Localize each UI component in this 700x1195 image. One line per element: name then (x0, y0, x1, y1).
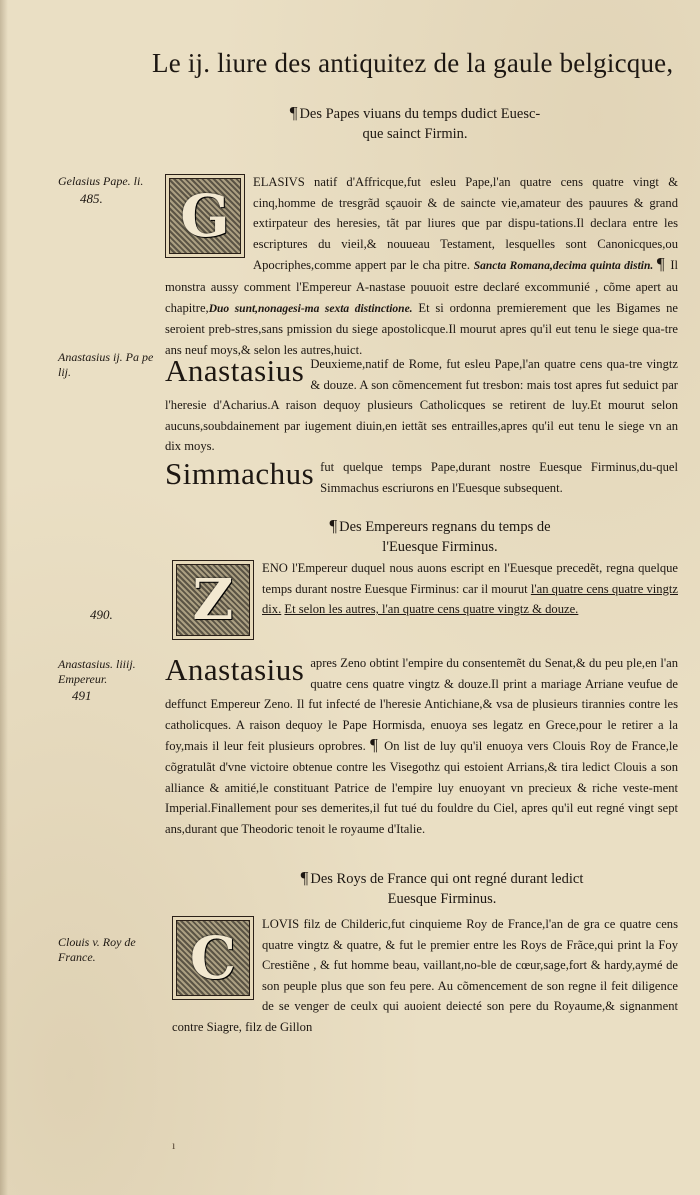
paragraph-text: Il monstra aussy comment l'Empereur A-nastase pouuoit estre declaré excommunié , cõme apert au chapitre, (165, 258, 679, 315)
ink-speck: ı (172, 1138, 176, 1152)
paragraph-text: Et si ordonna premierement que les Bigames ne seroient preb-stres,sans pmission du siege apostolicque.Il mourut apres qu'il eut tenu le siege qua-tre ans neuf moys,& selon les autres,huict. (165, 300, 679, 357)
margin-number-491: 491 (72, 688, 92, 703)
paragraph-clouis (172, 914, 678, 1038)
section-heading-popes (245, 103, 585, 144)
pilcrow-mark: ¶ (300, 868, 309, 887)
running-head: Le ij. liure des antiquitez de la gaule belgicque, (152, 48, 674, 78)
heading-line: que sainct Firmin. (362, 126, 468, 142)
section-heading-emperors (280, 516, 600, 557)
paragraph-text: LOVIS filz de Childeric,fut cinquieme Roy de France,l'an de gra ce quatre cens quatre vingtz & quatre, & fut le premier entre les Roys de Frãce,qui print la Foy Crestiẽne , & fut homme beau, vaillant,no-ble de cœur,sage,fort & hardy,aymé de son peuple plus que son feu pere. Au cõmencement de son regne il feit diligence de se venger de ceulx qui auoient deiecté son pere du Royaume,& signanment contre Siagre, filz de Gillon (172, 917, 678, 1034)
margin-note-clouis: Clouis v. Roy de France. (58, 935, 136, 964)
underlined-text: Et selon les autres, l'an quatre cens quatre vingtz & douze. (284, 602, 579, 617)
section-heading-kings (262, 868, 622, 909)
pilcrow-mark: ¶ (329, 516, 338, 535)
heading-line: Des Papes viuans du temps dudict Euesc- (299, 106, 541, 122)
margin-note-gelasius: Gelasius Pape. li. (58, 174, 144, 188)
pilcrow-mark: ¶ (656, 254, 665, 274)
page-binding-shadow (0, 0, 8, 1195)
display-word-simmachus: Simmachus (165, 456, 315, 491)
paragraph-anastasius-pope (165, 354, 678, 457)
margin-note-anastasius-pape: Anastasius ij. Pa pe lij. (58, 350, 154, 379)
heading-line: Euesque Firminus. (387, 891, 497, 907)
heading-line: Des Roys de France qui ont regné durant ledict (310, 871, 584, 887)
margin-number-490: 490. (90, 607, 113, 622)
citation-italic: Duo sunt,nonagesi-ma sexta distinctione. (208, 302, 413, 315)
paragraph-text: On list de luy qu'il enuoya vers Clouis Roy de France,le cõgratulãt d'vne victoire obtenue contre les Visegothz qui estoient Arrians,& tira ledict Clouis a son alliance & amitié,le constituant Patrice de l'empire luy enuoyant vn precieux & riche veste-ment Imperial.Finallement pour ses demerites,il fut tué du fouldre du Ciel, apres qu'il eut regné vingt sept ans,durant que Theodoric tenoit le royaume d'Italie. (165, 739, 678, 836)
display-word-anastasius-2: Anastasius (165, 652, 305, 687)
paragraph-zeno (172, 558, 678, 642)
paragraph-gelasius (165, 172, 678, 360)
dropcap-Z: Z (172, 560, 254, 640)
paragraph-text: Deuxieme,natif de Rome, fut esleu Pape,l'an quatre cens qua-tre vingtz & douze. A son cõmencement fut tresbon: mais tost apres fut seduict par l'heresie d'Acharius.A raison dequoy plusieurs Catholicques se retirent de luy.Et mourut selon aucuns,soubdainement par iugement diuin,en iettãt ses entrailles,apres qu'il eut tenu le siege vn an dix moys. (165, 357, 678, 454)
heading-line: l'Euesque Firminus. (382, 539, 498, 555)
heading-line: Des Empereurs regnans du temps de (339, 519, 551, 535)
paragraph-text: fut quelque temps Pape,durant nostre Euesque Firminus,du-quel Simmachus escriurons en l'Euesque subsequent. (320, 460, 678, 495)
paragraph-text: apres Zeno obtint l'empire du consentemẽt du Senat,& du peu ple,en l'an quatre cens quatre vingtz & douze.Il print a mariage Arriane veufue de deffunct Empereur Zeno. Il fut infecté de l'heresie Antichiane,& vsa de plusieurs tirannies contre les catholicques. A raison dequoy le Pape Hormisda, enuoya ses legatz en Grece,pour le retirer a la foy,mais il leur feit plusieurs oprobres. (165, 656, 678, 754)
citation-italic: Sancta Romana,decima quinta distin. (473, 260, 654, 273)
pilcrow-mark: ¶ (370, 735, 378, 755)
pilcrow-mark: ¶ (289, 103, 298, 122)
underlined-text: l'an quatre cens quatre vingtz dix. (262, 581, 678, 617)
paragraph-text: ELASIVS natif d'Affricque,fut esleu Pape,l'an quatre cens quatre vingt & cinq,homme de tresgrãd sçauoir & de saincte vie,amateur des pauures & grand extirpateur des heresies, tãt par liures que par dispu-tations.Il declara entre les escriptures du vieil,& nouueau Testament, lesquelles sont Canonicques,ou Apocriphes,comme appert par le cha pitre. (253, 175, 678, 273)
dropcap-C: C (172, 916, 254, 1000)
paragraph-anastasius-emperor (165, 653, 678, 839)
dropcap-G: G (165, 174, 245, 258)
paragraph-text: ENO l'Empereur duquel nous auons escript en l'Euesque precedẽt, regna quelque temps durant nostre Euesque Firminus: car il mourut (262, 561, 678, 596)
display-word-anastasius: Anastasius (165, 353, 305, 388)
paragraph-simmachus (165, 457, 678, 498)
margin-note-anastasius-emperor: Anastasius. liiij. Empereur. (58, 657, 136, 686)
margin-number-485: 485. (80, 191, 103, 206)
